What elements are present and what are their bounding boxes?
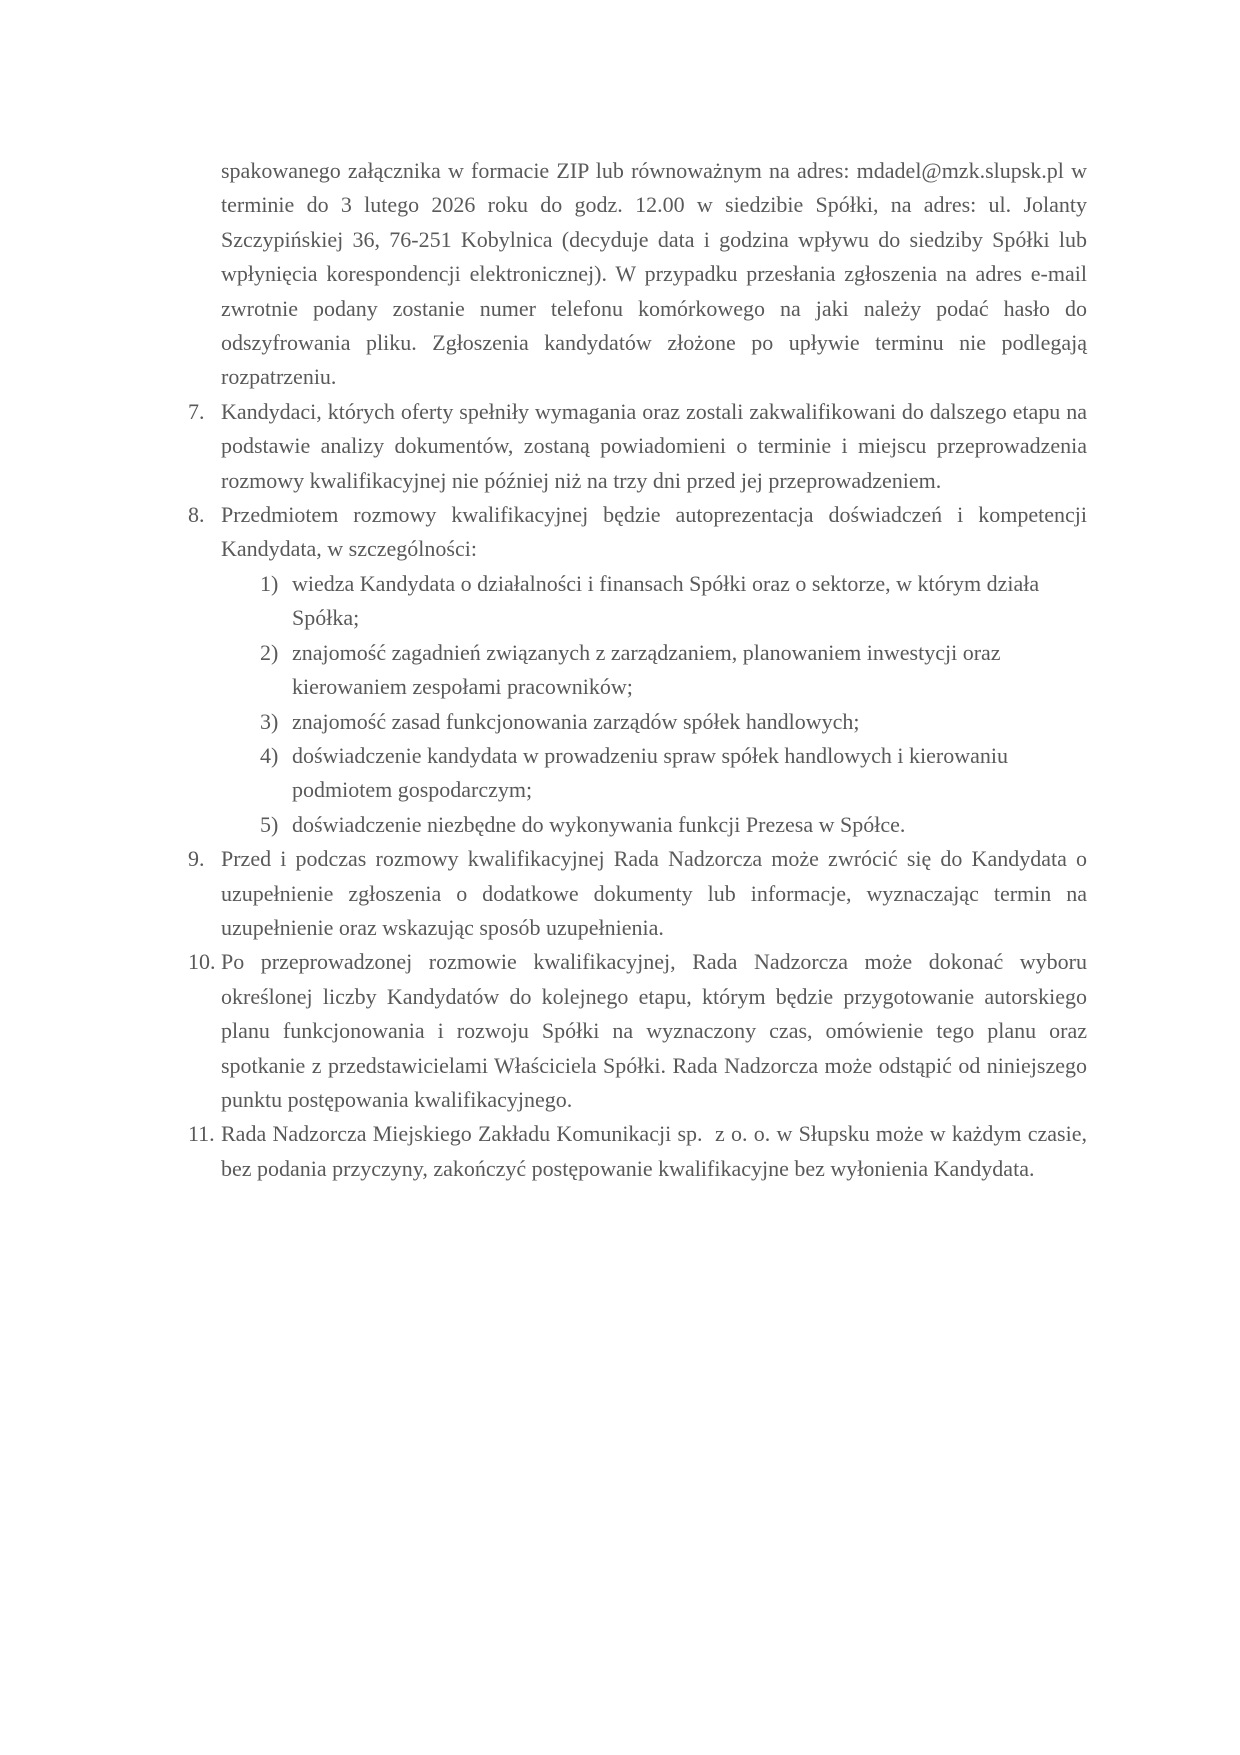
item-text-10: Po przeprowadzonej rozmowie kwalifikacyjnej, Rada Nadzorcza może dokonać wyboru określonej liczby Kandydatów do kolejnego etapu, którym będzie przygotowanie autorskiego planu funkcjonowania i rozwoju Spółki na wyznaczony czas, omówienie tego planu oraz spotkanie z przedstawicielami Właściciela Spółki. Rada Nadzorcza może odstąpić od niniejszego punktu postępowania kwalifikacyjnego. bbox=[221, 949, 1087, 1112]
subitem-text-1: wiedza Kandydata o działalności i finansach Spółki oraz o sektorze, w którym działa Spółka; bbox=[292, 570, 1040, 631]
item-number-9: 9. bbox=[188, 846, 205, 872]
subitem-number-5: 5) bbox=[260, 811, 279, 837]
subitem-number-2: 2) bbox=[260, 639, 279, 665]
subitem-number-1: 1) bbox=[260, 570, 279, 596]
sublist-item-2 bbox=[260, 636, 1087, 705]
sublist-item-5 bbox=[260, 808, 1087, 842]
subitem-text-3: znajomość zasad funkcjonowania zarządów spółek handlowych; bbox=[292, 708, 860, 734]
item-text-9: Przed i podczas rozmowy kwalifikacyjnej Rada Nadzorcza może zwrócić się do Kandydata o uzupełnienie zgłoszenia o dodatkowe dokumenty lub informacje, wyznaczając termin na uzupełnienie oraz wskazując sposób uzupełnienia. bbox=[221, 846, 1087, 940]
paragraph-continuation: spakowanego załącznika w formacie ZIP lub równoważnym na adres: mdadel@mzk.slupsk.pl w terminie do 3 lutego 2026 roku do godz. 12.00 w siedzibie Spółki, na adres: ul. Jolanty Szczypińskiej 36, 76-251 Kobylnica (decyduje data i godzina wpływu do siedziby Spółki lub wpłynięcia korespondencji elektronicznej). W przypadku przesłania zgłoszenia na adres e-mail zwrotnie podany zostanie numer telefonu komórkowego na jaki należy podać hasło do odszyfrowania pliku. Zgłoszenia kandydatów złożone po upływie terminu nie podlegają rozpatrzeniu. bbox=[221, 158, 1087, 390]
list-item-9 bbox=[188, 842, 1087, 945]
sublist-8 bbox=[260, 567, 1087, 842]
subitem-text-4: doświadczenie kandydata w prowadzeniu spraw spółek handlowych i kierowaniu podmiotem gospodarczym; bbox=[292, 742, 1008, 803]
item-number-10: 10. bbox=[188, 949, 216, 975]
item-number-7: 7. bbox=[188, 398, 205, 424]
list-item-10 bbox=[188, 945, 1087, 1117]
item-text-11: Rada Nadzorcza Miejskiego Zakładu Komunikacji sp. z o. o. w Słupsku może w każdym czasie, bez podania przyczyny, zakończyć postępowanie kwalifikacyjne bez wyłonienia Kandydata. bbox=[221, 1121, 1087, 1181]
sublist-item-3 bbox=[260, 705, 1087, 739]
list-item-8 bbox=[188, 498, 1087, 567]
subitem-text-2: znajomość zagadnień związanych z zarządzaniem, planowaniem inwestycji oraz kierowaniem zespołami pracowników; bbox=[292, 639, 1001, 700]
sublist-item-4 bbox=[260, 739, 1087, 808]
item-text-7: Kandydaci, których oferty spełniły wymagania oraz zostali zakwalifikowani do dalszego etapu na podstawie analizy dokumentów, zostaną powiadomieni o terminie i miejscu przeprowadzenia rozmowy kwalifikacyjnej nie później niż na trzy dni przed jej przeprowadzeniem. bbox=[221, 398, 1087, 493]
item-number-11: 11. bbox=[188, 1121, 215, 1147]
list-item-7 bbox=[188, 395, 1087, 498]
sublist-item-1 bbox=[260, 567, 1087, 636]
item-number-8: 8. bbox=[188, 502, 205, 528]
subitem-number-4: 4) bbox=[260, 742, 279, 768]
list-item-11 bbox=[188, 1117, 1087, 1186]
subitem-text-5: doświadczenie niezbędne do wykonywania funkcji Prezesa w Spółce. bbox=[292, 811, 906, 837]
subitem-number-3: 3) bbox=[260, 708, 279, 734]
item-text-8: Przedmiotem rozmowy kwalifikacyjnej będzie autoprezentacja doświadczeń i kompetencji Kandydata, w szczególności: bbox=[221, 502, 1087, 562]
